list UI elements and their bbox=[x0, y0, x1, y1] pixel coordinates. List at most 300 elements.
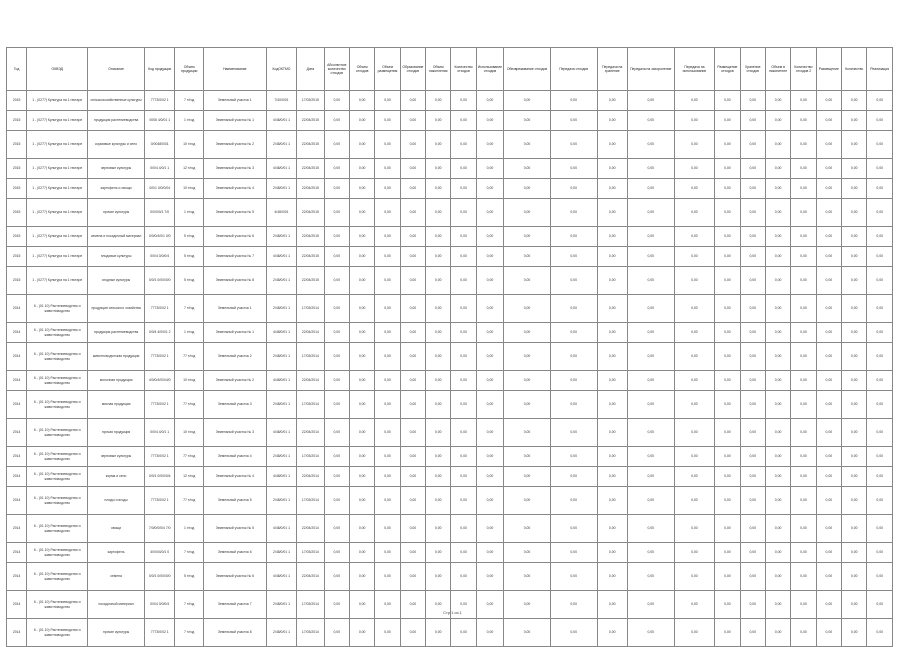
table-cell: 0,00 bbox=[816, 619, 841, 647]
table-cell: 2015 bbox=[7, 91, 27, 111]
table-cell: 0,00 bbox=[426, 515, 451, 543]
table-cell: 0,00 bbox=[426, 91, 451, 111]
table-cell: 0,00 bbox=[816, 515, 841, 543]
table-cell: Земельный участок 7 bbox=[203, 591, 266, 619]
table-cell: 0,00 bbox=[426, 323, 451, 343]
table-cell: Земельный участок № 5 bbox=[203, 199, 266, 227]
table-cell: 0,00 bbox=[426, 371, 451, 391]
table-cell: 0,00 bbox=[765, 343, 790, 371]
table-cell: 0,00 bbox=[791, 199, 816, 227]
column-header: Абсолютное количество отходов bbox=[324, 48, 349, 91]
table-cell: 0,00 bbox=[597, 179, 627, 199]
table-cell: 4/48/0/01 1 bbox=[266, 467, 296, 487]
table-cell: 0,00 bbox=[740, 447, 765, 467]
table-cell: 0,00 bbox=[504, 515, 551, 543]
table-cell: 0,00 bbox=[550, 131, 597, 159]
table-cell: 0,00 bbox=[324, 543, 349, 563]
table-cell: 0,00 bbox=[476, 267, 503, 295]
table-cell: 0,00 bbox=[740, 267, 765, 295]
table-cell: 0,00 bbox=[791, 267, 816, 295]
table-cell: 0,00 bbox=[597, 159, 627, 179]
table-cell: 0,00 bbox=[867, 323, 893, 343]
table-cell: 0,00 bbox=[715, 515, 740, 543]
table-cell: 0,00 bbox=[597, 391, 627, 419]
table-cell: Земельный участок № 2 bbox=[203, 131, 266, 159]
table-cell: 4/48/0/01 1 bbox=[266, 111, 296, 131]
table-cell: 0,00 bbox=[842, 111, 867, 131]
table-cell: 0,00 bbox=[349, 467, 374, 487]
table-cell: 0/0/0/0/1 7/0 bbox=[145, 199, 175, 227]
column-header: Описание bbox=[88, 48, 145, 91]
table-cell: 0,00 bbox=[426, 591, 451, 619]
table-cell: 2014 bbox=[7, 447, 27, 467]
table-cell: 22/04/2015 bbox=[297, 111, 324, 131]
table-cell: 0,00 bbox=[674, 563, 715, 591]
table-cell: 0,00 bbox=[451, 199, 476, 227]
table-cell: 0,00 bbox=[451, 467, 476, 487]
table-cell: 0,00 bbox=[324, 111, 349, 131]
table-cell: 7773/0/02 1 bbox=[145, 295, 175, 323]
table-cell: 0,00 bbox=[426, 295, 451, 323]
table-cell: 0,00 bbox=[426, 419, 451, 447]
table-cell: 6 - (01 10) Растениеводство и животноводство bbox=[27, 543, 88, 563]
column-header: Дата bbox=[297, 48, 324, 91]
column-header: ОКВЭД bbox=[27, 48, 88, 91]
table-cell: 22/04/2015 bbox=[297, 179, 324, 199]
table-cell: 6 - (01 10) Растениеводство и животноводство bbox=[27, 447, 88, 467]
table-cell: 0,00 bbox=[674, 159, 715, 179]
table-cell: 22/04/2014 bbox=[297, 515, 324, 543]
table-cell: 0,00 bbox=[715, 391, 740, 419]
table-cell: 0,00 bbox=[550, 391, 597, 419]
table-cell: 0,00 bbox=[740, 343, 765, 371]
table-cell: 0,00 bbox=[349, 515, 374, 543]
column-header: Объем в накопителе bbox=[765, 48, 790, 91]
table-cell: 0,00 bbox=[867, 543, 893, 563]
table-cell: 0,00 bbox=[476, 247, 503, 267]
table-cell: 0,00 bbox=[674, 543, 715, 563]
table-cell: 7/0/0/0/0/4 7/0 bbox=[145, 515, 175, 543]
table-cell: 0/0/4 0/0/0/4 bbox=[145, 247, 175, 267]
table-cell: 77 т/год bbox=[175, 343, 203, 371]
table-cell: 2015 bbox=[7, 159, 27, 179]
table-cell: 0,00 bbox=[550, 111, 597, 131]
column-header: Объем отходов bbox=[349, 48, 374, 91]
table-cell: 0,00 bbox=[715, 563, 740, 591]
table-cell: 0,00 bbox=[867, 343, 893, 371]
table-cell: 0,00 bbox=[324, 591, 349, 619]
table-cell: 0,00 bbox=[842, 515, 867, 543]
table-cell: 0,00 bbox=[627, 131, 674, 159]
table-cell: 0,00 bbox=[451, 111, 476, 131]
table-cell: Земельный участок № 3 bbox=[203, 419, 266, 447]
table-cell: 0,00 bbox=[765, 515, 790, 543]
table-cell: 0,00 bbox=[791, 419, 816, 447]
table-cell: 12 т/год bbox=[175, 159, 203, 179]
table-cell: 0,00 bbox=[349, 159, 374, 179]
table-cell: 0,00 bbox=[740, 515, 765, 543]
table-cell: 1 - (0277) Культура на 1 гектаре bbox=[27, 179, 88, 199]
table-cell: 2014 bbox=[7, 515, 27, 543]
table-cell: 0,00 bbox=[476, 371, 503, 391]
table-cell: 22/04/2014 bbox=[297, 419, 324, 447]
table-cell: 22/04/2014 bbox=[297, 563, 324, 591]
table-cell: 0,00 bbox=[375, 247, 400, 267]
table-cell: 0,00 bbox=[674, 391, 715, 419]
table-cell: 2/48/0/01 1 bbox=[266, 543, 296, 563]
table-cell: 0,00 bbox=[324, 267, 349, 295]
table-cell: 0,00 bbox=[400, 447, 425, 467]
table-cell: 0,00 bbox=[867, 371, 893, 391]
table-cell: 7 т/год bbox=[175, 619, 203, 647]
table-cell: 1 - (0277) Культура на 1 гектаре bbox=[27, 159, 88, 179]
table-cell: 0,00 bbox=[867, 179, 893, 199]
table-cell: 0,00 bbox=[400, 323, 425, 343]
table-cell: 0,00 bbox=[400, 563, 425, 591]
table-cell: 0,00 bbox=[550, 619, 597, 647]
table-cell: 4/0/0/4/0/0/4/0 bbox=[145, 371, 175, 391]
table-cell: 17/03/2014 bbox=[297, 591, 324, 619]
table-cell: 0,00 bbox=[765, 179, 790, 199]
table-cell: 0,00 bbox=[867, 267, 893, 295]
table-cell: 0,00 bbox=[324, 487, 349, 515]
table-cell: 0,00 bbox=[867, 515, 893, 543]
table-cell: 0,00 bbox=[451, 91, 476, 111]
table-cell: 22/04/2015 bbox=[297, 227, 324, 247]
table-cell: 0,00 bbox=[504, 159, 551, 179]
column-header: Год bbox=[7, 48, 27, 91]
table-cell: 0,00 bbox=[426, 467, 451, 487]
table-cell: 0,00 bbox=[627, 391, 674, 419]
table-cell: посадочный материал bbox=[88, 591, 145, 619]
table-cell: 0,00 bbox=[451, 131, 476, 159]
column-header: Наименование bbox=[203, 48, 266, 91]
table-cell: 0,00 bbox=[597, 371, 627, 391]
table-cell: 0,00 bbox=[476, 563, 503, 591]
table-cell: 7773/0/02 1 bbox=[145, 487, 175, 515]
table-cell: 0,00 bbox=[842, 343, 867, 371]
table-cell: плоды и ягоды bbox=[88, 487, 145, 515]
table-cell: 0,00 bbox=[816, 267, 841, 295]
table-cell: 0,00 bbox=[627, 91, 674, 111]
table-cell: 0006 4/0/01 1 bbox=[145, 111, 175, 131]
column-header: Объем размещения bbox=[375, 48, 400, 91]
table-cell: 0,00 bbox=[426, 487, 451, 515]
table-cell: 0,00 bbox=[867, 487, 893, 515]
table-cell: 0,00 bbox=[400, 487, 425, 515]
table-cell: 1 т/год bbox=[175, 111, 203, 131]
table-cell: 0,00 bbox=[674, 323, 715, 343]
table-cell: 0,00 bbox=[375, 179, 400, 199]
table-cell: 0,00 bbox=[674, 515, 715, 543]
table-cell: 0,00 bbox=[715, 227, 740, 247]
table-cell: Земельный участок № 2 bbox=[203, 371, 266, 391]
table-cell: 2/48/0/01 1 bbox=[266, 619, 296, 647]
table-cell: 0,00 bbox=[375, 159, 400, 179]
table-cell: 2/48/0/01 1 bbox=[266, 227, 296, 247]
table-cell: 22/04/2014 bbox=[297, 323, 324, 343]
table-cell: 0,00 bbox=[842, 131, 867, 159]
table-cell: 0,00 bbox=[375, 343, 400, 371]
table-cell: 0,00 bbox=[791, 467, 816, 487]
table-cell: 5 т/год bbox=[175, 247, 203, 267]
table-cell: 0,00 bbox=[597, 199, 627, 227]
table-cell: 0,00 bbox=[867, 295, 893, 323]
table-cell: 0,00 bbox=[451, 179, 476, 199]
table-cell: 0,00 bbox=[426, 267, 451, 295]
table-cell: 0,00 bbox=[791, 343, 816, 371]
table-cell: 0,00 bbox=[816, 199, 841, 227]
table-cell: 0,00 bbox=[715, 419, 740, 447]
table-cell: 0,00 bbox=[400, 419, 425, 447]
table-cell: 2014 bbox=[7, 343, 27, 371]
table-cell: 0,00 bbox=[375, 419, 400, 447]
table-cell: 0,00 bbox=[816, 91, 841, 111]
table-cell: 0,00 bbox=[791, 543, 816, 563]
table-cell: 77 т/год bbox=[175, 391, 203, 419]
table-cell: 0,00 bbox=[597, 91, 627, 111]
table-cell: 0,00 bbox=[842, 295, 867, 323]
table-cell: 0,00 bbox=[842, 199, 867, 227]
table-cell: 4/48/0/01 1 bbox=[266, 419, 296, 447]
table-cell: 0,00 bbox=[375, 543, 400, 563]
column-header: Объем накопления bbox=[426, 48, 451, 91]
table-cell: 2/48/0/01 1 bbox=[266, 591, 296, 619]
table-cell: 0,00 bbox=[816, 467, 841, 487]
table-cell: 0,00 bbox=[550, 543, 597, 563]
table-row bbox=[7, 515, 893, 543]
table-cell: 0,00 bbox=[426, 543, 451, 563]
table-cell: Земельный участок № 8 bbox=[203, 267, 266, 295]
table-cell: 0,00 bbox=[765, 247, 790, 267]
table-cell: 0,00 bbox=[349, 131, 374, 159]
table-cell: 0,00 bbox=[476, 543, 503, 563]
table-cell: 0,00 bbox=[451, 247, 476, 267]
table-cell: 6 - (01 10) Растениеводство и животноводство bbox=[27, 323, 88, 343]
table-cell: 2014 bbox=[7, 295, 27, 323]
table-body bbox=[7, 91, 893, 647]
table-cell: 0,00 bbox=[740, 563, 765, 591]
table-cell: 0,00 bbox=[476, 131, 503, 159]
table-cell: 2015 bbox=[7, 179, 27, 199]
column-header: Передача на захоронение bbox=[627, 48, 674, 91]
table-cell: 0,00 bbox=[791, 111, 816, 131]
table-cell: 0/0/4 4/0/1 1 bbox=[145, 419, 175, 447]
table-cell: 0,00 bbox=[842, 159, 867, 179]
table-cell: 0,00 bbox=[816, 323, 841, 343]
table-cell: 0,00 bbox=[816, 419, 841, 447]
table-cell: 0,00 bbox=[627, 247, 674, 267]
table-cell: 0,00 bbox=[550, 563, 597, 591]
table-cell: 0,00 bbox=[349, 267, 374, 295]
table-cell: Земельный участок 3 bbox=[203, 391, 266, 419]
table-cell: 0,00 bbox=[842, 447, 867, 467]
table-row bbox=[7, 227, 893, 247]
table-cell: 0,00 bbox=[816, 371, 841, 391]
table-cell: Земельный участок № 6 bbox=[203, 227, 266, 247]
table-cell: 0,00 bbox=[476, 419, 503, 447]
table-cell: 0,00 bbox=[400, 247, 425, 267]
table-cell: 5 т/год bbox=[175, 563, 203, 591]
table-cell: 0,00 bbox=[504, 391, 551, 419]
table-cell: 0,00 bbox=[400, 111, 425, 131]
table-cell: 0,00 bbox=[791, 227, 816, 247]
table-row bbox=[7, 199, 893, 227]
table-cell: 17/03/2014 bbox=[297, 295, 324, 323]
table-cell: 0,00 bbox=[426, 343, 451, 371]
table-cell: 0,00 bbox=[674, 179, 715, 199]
table-cell: 2/48/0/01 1 bbox=[266, 295, 296, 323]
table-cell: 0,00 bbox=[476, 619, 503, 647]
table-cell: 1 - (0277) Культура на 1 гектаре bbox=[27, 227, 88, 247]
table-cell: 0,00 bbox=[842, 619, 867, 647]
table-cell: 0,00 bbox=[550, 179, 597, 199]
table-cell: 1 - (0277) Культура на 1 гектаре bbox=[27, 267, 88, 295]
table-cell: Земельный участок № 5 bbox=[203, 515, 266, 543]
table-cell: 0,00 bbox=[791, 447, 816, 467]
table-cell: 0,00 bbox=[765, 91, 790, 111]
table-cell: 0,00 bbox=[627, 515, 674, 543]
table-cell: 0,00 bbox=[375, 91, 400, 111]
table-cell: 0,00 bbox=[375, 295, 400, 323]
table-cell: 0,00 bbox=[375, 131, 400, 159]
table-cell: 2/48/0/01 1 bbox=[266, 131, 296, 159]
table-cell: ягодные культуры bbox=[88, 267, 145, 295]
table-cell: 0,00 bbox=[740, 591, 765, 619]
table-cell: 0,00 bbox=[740, 247, 765, 267]
table-cell: картофель и овощи bbox=[88, 179, 145, 199]
table-row bbox=[7, 323, 893, 343]
table-cell: 6 - (01 10) Растениеводство и животноводство bbox=[27, 391, 88, 419]
table-cell: 0,00 bbox=[349, 487, 374, 515]
table-cell: 0,00 bbox=[816, 159, 841, 179]
table-cell: 0,00 bbox=[451, 391, 476, 419]
table-cell: 2/48/0/01 1 bbox=[266, 179, 296, 199]
table-cell: 0,00 bbox=[627, 467, 674, 487]
table-cell: животноводческая продукция bbox=[88, 343, 145, 371]
table-cell: 2015 bbox=[7, 267, 27, 295]
table-cell: 0,00 bbox=[451, 343, 476, 371]
table-cell: 0,00 bbox=[816, 179, 841, 199]
table-cell: 0,00 bbox=[324, 247, 349, 267]
table-cell: 0,00 bbox=[550, 515, 597, 543]
table-cell: 0,00 bbox=[674, 111, 715, 131]
table-cell: 0,00 bbox=[324, 343, 349, 371]
table-row bbox=[7, 563, 893, 591]
table-cell: 0,00 bbox=[451, 419, 476, 447]
table-cell: 0,00 bbox=[715, 111, 740, 131]
table-cell: 0,00 bbox=[627, 227, 674, 247]
table-cell: 0,00 bbox=[504, 131, 551, 159]
column-header: Обезвреживание отходов bbox=[504, 48, 551, 91]
table-cell: 0,00 bbox=[375, 199, 400, 227]
table-cell: 2/48/0/01 1 bbox=[266, 487, 296, 515]
table-cell: 4/48/0/01 1 bbox=[266, 563, 296, 591]
table-cell: 0,00 bbox=[476, 91, 503, 111]
table-cell: 0,00 bbox=[791, 295, 816, 323]
table-cell: 0,00 bbox=[816, 563, 841, 591]
table-cell: 0,00 bbox=[400, 267, 425, 295]
table-cell: 0,00 bbox=[597, 543, 627, 563]
table-cell: 17/03/2014 bbox=[297, 343, 324, 371]
table-cell: 0,00 bbox=[504, 295, 551, 323]
table-cell: 6 - (01 10) Растениеводство и животноводство bbox=[27, 371, 88, 391]
table-cell: 0,00 bbox=[674, 247, 715, 267]
table-cell: 0,00 bbox=[550, 343, 597, 371]
table-cell: 0,00 bbox=[674, 199, 715, 227]
table-cell: 0,00 bbox=[476, 467, 503, 487]
table-cell: Земельный участок № 1 bbox=[203, 323, 266, 343]
table-cell: 4/48/0/01 1 bbox=[266, 159, 296, 179]
table-cell: 0,00 bbox=[451, 323, 476, 343]
table-row bbox=[7, 487, 893, 515]
table-cell: 1 т/год bbox=[175, 199, 203, 227]
table-cell: Земельный участок № 1 bbox=[203, 111, 266, 131]
table-cell: 0,00 bbox=[842, 591, 867, 619]
table-cell: 0/0/4 4/0/0/1 2 bbox=[145, 323, 175, 343]
table-cell: 0,00 bbox=[867, 159, 893, 179]
table-cell: 6 - (01 10) Растениеводство и животноводство bbox=[27, 343, 88, 371]
table-cell: 22/04/2015 bbox=[297, 159, 324, 179]
table-cell: 0,00 bbox=[842, 391, 867, 419]
table-cell: 0,00 bbox=[550, 591, 597, 619]
table-cell: 0,00 bbox=[715, 371, 740, 391]
table-cell: 0,00 bbox=[375, 563, 400, 591]
table-cell: 0,00 bbox=[400, 515, 425, 543]
table-cell: 0,00 bbox=[349, 323, 374, 343]
table-cell: 0,00 bbox=[426, 159, 451, 179]
table-cell: 0,00 bbox=[550, 159, 597, 179]
table-cell: 0,00 bbox=[597, 343, 627, 371]
table-cell: 0,00 bbox=[451, 295, 476, 323]
column-header: Передача отходов bbox=[550, 48, 597, 91]
table-cell: 6 - (01 10) Растениеводство и животноводство bbox=[27, 487, 88, 515]
table-cell: 0,00 bbox=[791, 323, 816, 343]
table-cell: 0,00 bbox=[627, 159, 674, 179]
table-cell: 0,00 bbox=[867, 227, 893, 247]
table-cell: 0,00 bbox=[740, 391, 765, 419]
table-cell: 0,00 bbox=[740, 419, 765, 447]
table-cell: 0,00 bbox=[715, 159, 740, 179]
table-cell: 0,00 bbox=[597, 619, 627, 647]
page-footer: Стр 1 из 1 bbox=[443, 610, 462, 615]
table-cell: сельскохозяйственные культуры bbox=[88, 91, 145, 111]
table-cell: 0,00 bbox=[740, 159, 765, 179]
table-cell: 0,00 bbox=[375, 391, 400, 419]
table-cell: 0,00 bbox=[867, 419, 893, 447]
table-cell: 0,00 bbox=[867, 199, 893, 227]
table-cell: 0,00 bbox=[476, 111, 503, 131]
table-cell: 0,00 bbox=[791, 131, 816, 159]
table-cell: 0,00 bbox=[674, 619, 715, 647]
table-cell: 0,00 bbox=[476, 515, 503, 543]
table-cell: 0,00 bbox=[842, 419, 867, 447]
table-cell: 0,00 bbox=[400, 199, 425, 227]
table-cell: 0,00 bbox=[627, 591, 674, 619]
table-cell: 0,00 bbox=[375, 515, 400, 543]
table-cell: 0,00 bbox=[867, 563, 893, 591]
table-cell: 0,00 bbox=[791, 159, 816, 179]
table-cell: 0,00 bbox=[627, 619, 674, 647]
table-cell: 0,00 bbox=[504, 111, 551, 131]
column-header: Образование отходов bbox=[400, 48, 425, 91]
table-cell: 0,00 bbox=[451, 563, 476, 591]
table-cell: 0,00 bbox=[451, 515, 476, 543]
table-cell: 0,00 bbox=[842, 267, 867, 295]
table-cell: 0,00 bbox=[674, 267, 715, 295]
table-cell: 7773/0/02 1 bbox=[145, 343, 175, 371]
table-cell: 0,00 bbox=[324, 371, 349, 391]
